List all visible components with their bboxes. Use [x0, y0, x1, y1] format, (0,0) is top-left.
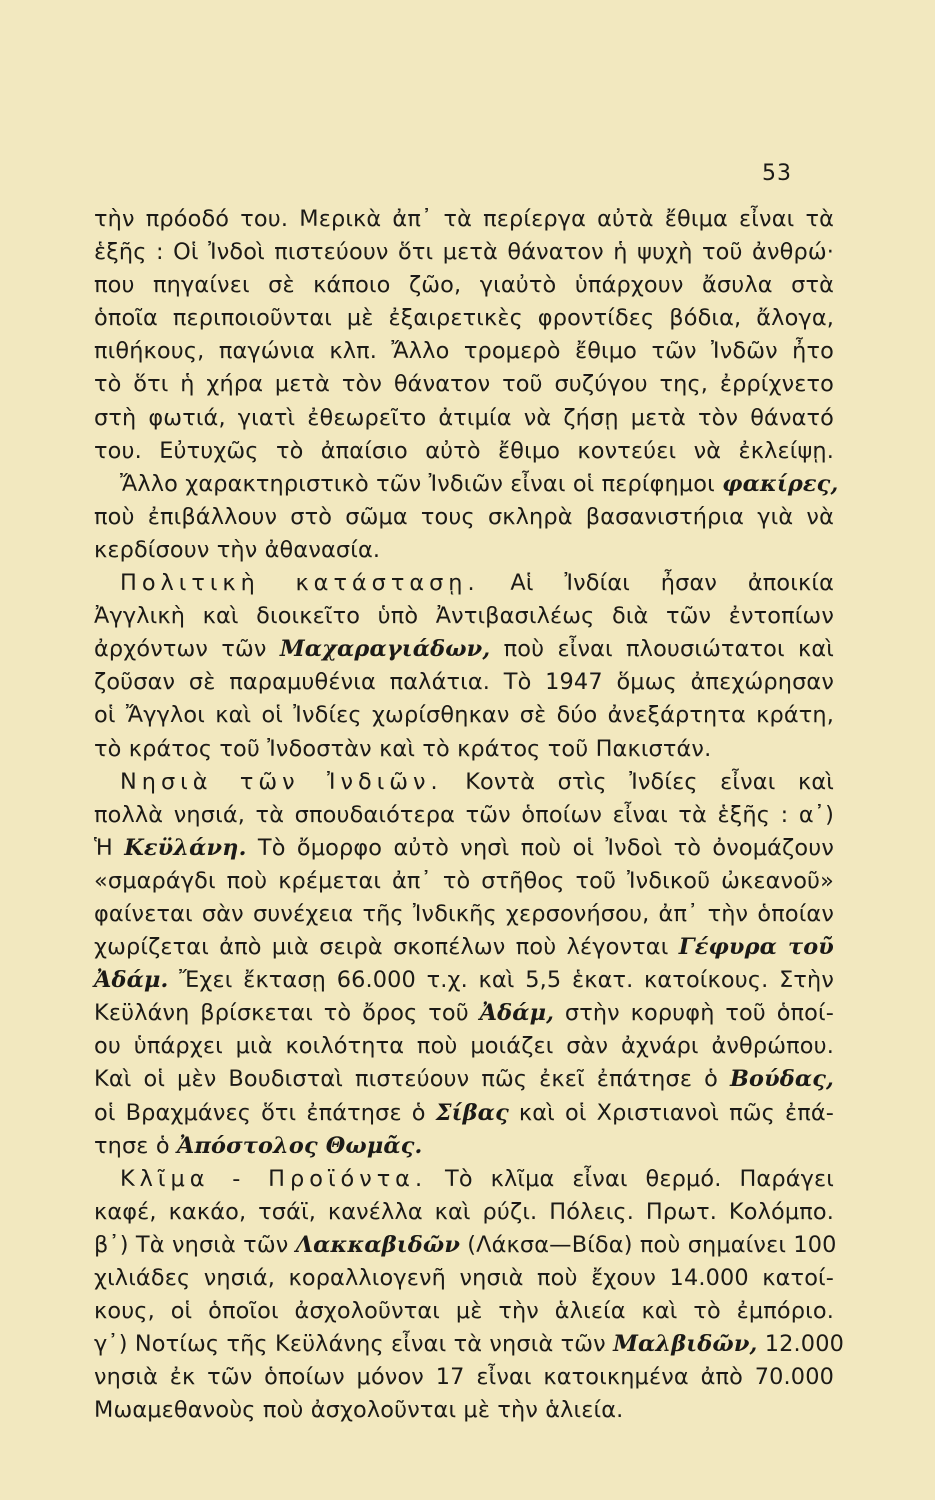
text-line: [94, 964, 834, 997]
text-line: [94, 534, 834, 567]
text-run: (Λάκσα—Βίδα) ποὺ σημαίνει 100: [460, 1231, 837, 1258]
text-run: που πηγαίνει σὲ κάποιο ζῶο, γιαὐτὸ ὑπάρχουν ἄσυλα στὰ: [94, 272, 834, 299]
text-run: ἑξῆς : Οἱ Ἰνδοὶ πιστεύουν ὅτι μετὰ θάνατον ἡ ψυχὴ τοῦ ἀνθρώ·: [94, 239, 834, 266]
text-run: β᾿) Τὰ νησιὰ τῶν: [94, 1231, 296, 1258]
emphasized-term: Μαλβιδῶν,: [613, 1331, 758, 1358]
text-run: πιθήκους, παγώνια κλπ. Ἄλλο τρομερὸ ἔθιμο τῶν Ἰνδῶν ἦτο: [94, 338, 834, 365]
text-run: τὴν πρόοδό του. Μερικὰ ἀπ᾿ τὰ περίεργα αὐτὰ ἔθιμα εἶναι τὰ: [94, 206, 834, 232]
text-run: «σμαράγδι ποὺ κρέμεται ἀπ᾿ τὸ στῆθος τοῦ Ἰνδικοῦ ὠκεανοῦ»: [94, 867, 834, 894]
text-run: ἀρχόντων τῶν: [94, 636, 280, 663]
text-run: τὸ κράτος τοῦ Ἰνδοστὰν καὶ τὸ κράτος τοῦ Πακιστάν.: [94, 735, 712, 762]
text-line: [94, 468, 839, 501]
text-run: Ἡ: [94, 834, 125, 861]
text-line: [94, 931, 834, 964]
text-line: [94, 269, 834, 302]
text-line: [94, 1394, 834, 1427]
text-line: [94, 1097, 834, 1130]
section-heading: Νησιὰ τῶν Ἰνδιῶν.: [120, 768, 443, 795]
text-run: ζοῦσαν σὲ παραμυθένια παλάτια. Τὸ 1947 ὅμως ἀπεχώρησαν: [94, 669, 834, 696]
text-run: κερδίσουν τὴν ἀθανασία.: [94, 536, 381, 563]
text-line: [94, 1130, 834, 1163]
text-run: Κεϋλάνη βρίσκεται τὸ ὄρος τοῦ: [94, 1000, 480, 1027]
text-run: Καὶ οἱ μὲν Βουδισταὶ πιστεύουν πῶς ἐκεῖ ἐπάτησε ὁ: [94, 1066, 730, 1093]
text-line: [94, 832, 834, 865]
text-line: [94, 1196, 834, 1229]
text-line: [94, 600, 834, 633]
text-run: χωρίζεται ἀπὸ μιὰ σειρὰ σκοπέλων ποὺ λέγονται: [94, 934, 679, 961]
text-line: [94, 1262, 834, 1295]
text-run: οἱ Ἄγγλοι καὶ οἱ Ἰνδίες χωρίσθηκαν σὲ δύο ἀνεξάρτητα κράτη,: [94, 702, 834, 729]
text-run: καφέ, κακάο, τσάϊ, κανέλλα καὶ ρύζι. Πόλεις. Πρωτ. Κολόμπο.: [94, 1198, 834, 1225]
text-line: [94, 865, 834, 898]
text-run: τησε ὁ: [94, 1132, 177, 1159]
text-run: Μωαμεθανοὺς ποὺ ἀσχολοῦνται μὲ τὴν ἁλιεία.: [94, 1397, 624, 1424]
text-run: Κοντὰ στὶς Ἰνδίες εἶναι καὶ: [442, 768, 834, 795]
text-run: Ἄλλο χαρακτηριστικὸ τῶν Ἰνδιῶν εἶναι οἱ περίφημοι: [120, 470, 723, 497]
text-line: [94, 1163, 834, 1196]
text-line: [94, 633, 834, 666]
emphasized-term: Γέφυρα τοῦ: [678, 934, 834, 961]
text-line: [94, 1361, 834, 1394]
text-run: χιλιάδες νησιά, κοραλλιογενῆ νησιὰ ποὺ ἔχουν 14.000 κατοί-: [94, 1265, 834, 1291]
text-run: ποὺ ἐπιβάλλουν στὸ σῶμα τους σκληρὰ βασανιστήρια γιὰ νὰ: [94, 503, 834, 530]
text-line: [94, 203, 834, 236]
text-run: ου ὑπάρχει μιὰ κοιλότητα ποὺ μοιάζει σὰν ἀχνάρι ἀνθρώπου.: [94, 1033, 834, 1060]
text-line: [94, 335, 834, 368]
text-line: [94, 666, 834, 699]
text-run: ποὺ εἶναι πλουσιώτατοι καὶ: [490, 636, 835, 663]
text-line: [94, 368, 834, 401]
text-run: Ἀγγλικὴ καὶ διοικεῖτο ὑπὸ Ἀντιβασιλέως διὰ τῶν ἐντοπίων: [94, 603, 834, 630]
text-run: φαίνεται σὰν συνέχεια τῆς Ἰνδικῆς χερσονήσου, ἀπ᾿ τὴν ὁποίαν: [94, 900, 834, 927]
emphasized-term: Κεϋλάνη.: [124, 834, 247, 861]
text-run: στὴν κορυφὴ τοῦ ὁποί-: [554, 1000, 834, 1027]
text-line: [94, 699, 834, 732]
text-run: Τὸ ὄμορφο αὐτὸ νησὶ ποὺ οἱ Ἰνδοὶ τὸ ὀνομάζουν: [246, 834, 834, 861]
body-text: [94, 203, 844, 1427]
text-run: οἱ Βραχμάνες ὅτι ἐπάτησε ὁ: [94, 1099, 436, 1126]
emphasized-term: Ἀδάμ,: [479, 1000, 555, 1027]
text-line: [94, 1229, 837, 1262]
text-run: Αἱ Ἰνδίαι ἦσαν ἀποικία: [479, 570, 834, 597]
text-run: στὴ φωτιά, γιατὶ ἐθεωρεῖτο ἀτιμία νὰ ζήσῃ μετὰ τὸν θάνατό: [94, 404, 834, 431]
page-number: 53: [762, 161, 792, 186]
emphasized-term: φακίρες,: [722, 470, 839, 497]
emphasized-term: Ἀδάμ.: [94, 967, 169, 994]
text-run: ὁποῖα περιποιοῦνται μὲ ἐξαιρετικὲς φροντίδες βόδια, ἄλογα,: [94, 305, 834, 332]
text-run: τὸ ὅτι ἡ χήρα μετὰ τὸν θάνατον τοῦ συζύγου της, ἐρρίχνετο: [94, 371, 834, 398]
text-run: καὶ οἱ Χριστιανοὶ πῶς ἐπά-: [508, 1099, 835, 1126]
text-run: γ᾿) Νοτίως τῆς Κεϋλάνης εἶναι τὰ νησιὰ τῶν: [94, 1331, 614, 1358]
text-line: [94, 799, 834, 832]
text-line: [94, 1030, 834, 1063]
text-run: κους, οἱ ὁποῖοι ἀσχολοῦνται μὲ τὴν ἁλιεία καὶ τὸ ἐμπόριο.: [94, 1298, 834, 1325]
text-run: Ἔχει ἔκτασῃ 66.000 τ.χ. καὶ 5,5 ἑκατ. κατοίκους. Στὴν: [168, 967, 834, 994]
text-run: 12.000: [757, 1331, 844, 1358]
text-line: [94, 302, 834, 335]
section-heading: Κλῖμα - Προϊόντα.: [120, 1165, 428, 1192]
text-line: [94, 766, 834, 799]
text-line: [94, 435, 834, 468]
text-line: [94, 501, 834, 534]
text-line: [94, 1295, 834, 1328]
text-line: [94, 997, 834, 1030]
text-line: [94, 567, 834, 600]
emphasized-term: Λακκαβιδῶν: [295, 1231, 461, 1258]
text-run: πολλὰ νησιά, τὰ σπουδαιότερα τῶν ὁποίων εἶναι τὰ ἑξῆς : α᾿): [94, 801, 834, 828]
text-run: νησιὰ ἐκ τῶν ὁποίων μόνον 17 εἶναι κατοικημένα ἀπὸ 70.000: [94, 1364, 834, 1391]
emphasized-term: Βούδας,: [729, 1066, 834, 1093]
text-line: [94, 1328, 844, 1361]
section-heading: Πολιτικὴ κατάστασῃ.: [120, 570, 480, 597]
emphasized-term: Ἀπόστολος Θωμᾶς.: [176, 1132, 423, 1159]
text-line: [94, 402, 834, 435]
text-run: του. Εὐτυχῶς τὸ ἀπαίσιο αὐτὸ ἔθιμο κοντεύει νὰ ἐκλείψῃ.: [94, 437, 834, 464]
text-run: Τὸ κλῖμα εἶναι θερμό. Παράγει: [427, 1165, 834, 1192]
text-line: [94, 733, 834, 766]
emphasized-term: Σίβας: [435, 1099, 509, 1126]
emphasized-term: Μαχαραγιάδων,: [279, 636, 491, 663]
text-line: [94, 898, 834, 931]
text-line: [94, 236, 834, 269]
text-line: [94, 1063, 834, 1096]
